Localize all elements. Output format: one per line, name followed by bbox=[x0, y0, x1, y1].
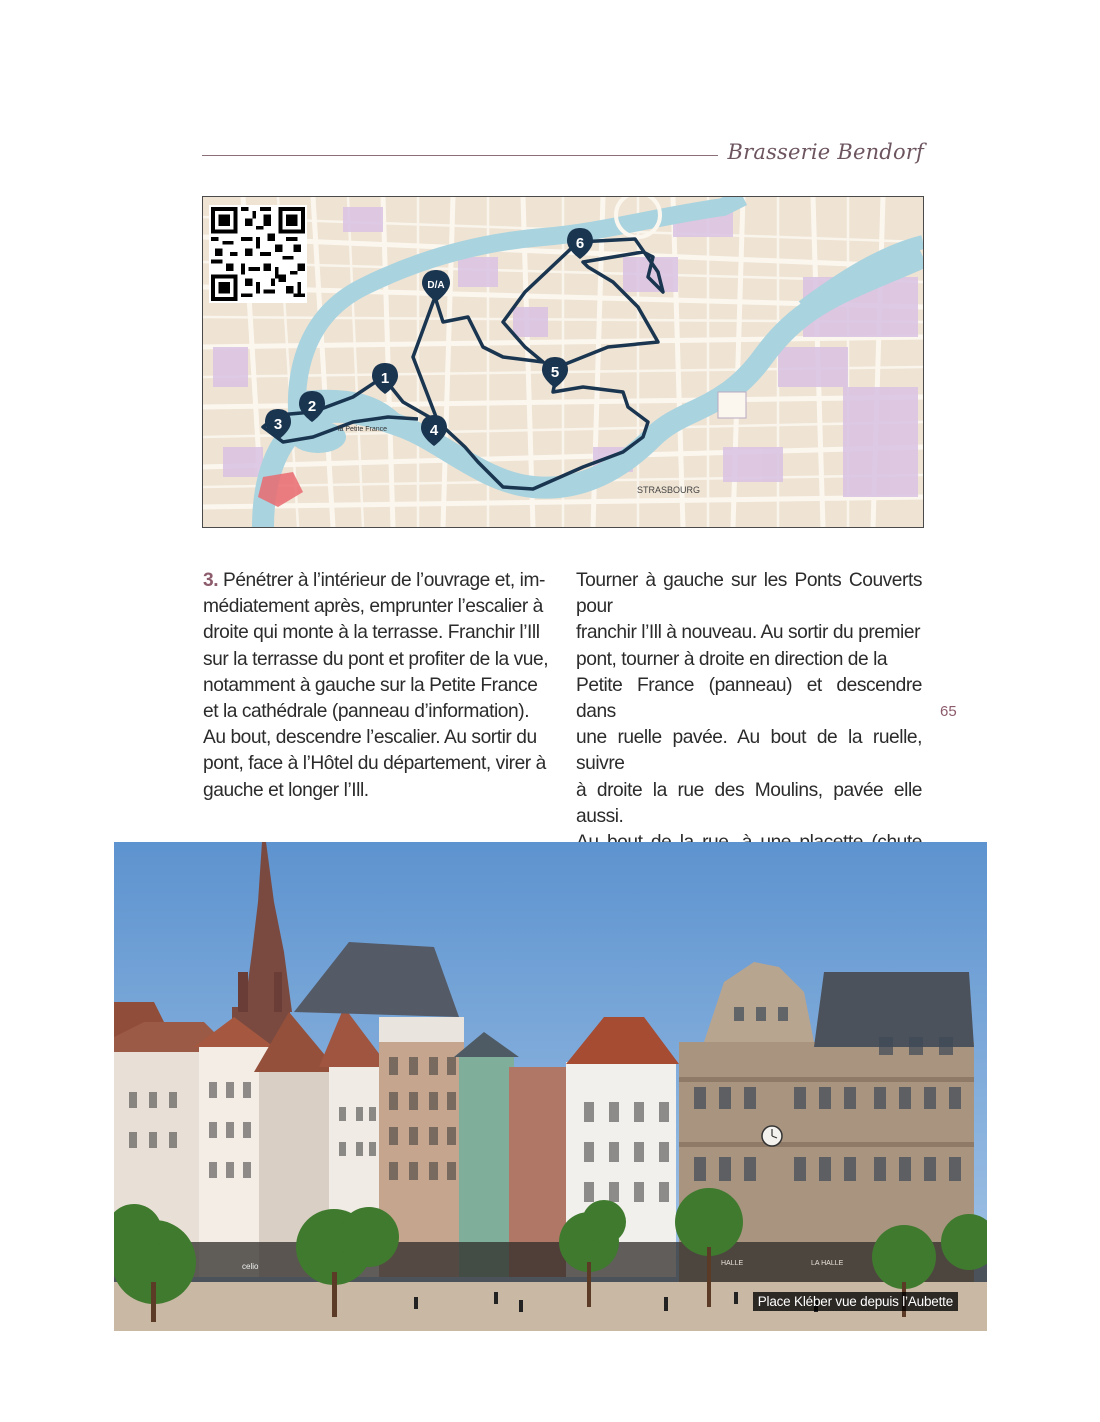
shop-sign-la-halle: LA HALLE bbox=[811, 1260, 844, 1267]
text-line: une ruelle pavée. Au bout de la ruelle, suivre bbox=[576, 727, 922, 775]
text-line: et la cathédrale (panneau d’information). bbox=[203, 701, 530, 723]
map-city-label: STRASBOURG bbox=[637, 485, 701, 495]
qr-code[interactable] bbox=[209, 205, 307, 303]
text-line: franchir l’Ill à nouveau. Au sortir du premier bbox=[576, 622, 921, 644]
qr-code-icon bbox=[211, 207, 305, 301]
text-line: 3. Pénétrer à l’intérieur de l’ouvrage et, im- bbox=[203, 570, 545, 591]
text-line: droite qui monte à la terrasse. Franchir l’Ill bbox=[203, 622, 540, 644]
text-line: Au bout, descendre l’escalier. Au sortir du bbox=[203, 727, 537, 749]
text-line: gauche et longer l’Ill. bbox=[203, 779, 369, 801]
header-rule bbox=[202, 155, 718, 156]
svg-text:5: 5 bbox=[550, 364, 560, 381]
svg-text:3: 3 bbox=[273, 416, 283, 433]
svg-text:1: 1 bbox=[380, 370, 390, 387]
shop-sign-celio: celio bbox=[242, 1262, 259, 1271]
text-line: pont, tourner à droite en direction de la bbox=[576, 648, 888, 670]
route-map bbox=[202, 196, 924, 528]
map-graphic bbox=[203, 197, 923, 527]
text-line: sur la terrasse du pont et profiter de la vue, bbox=[203, 648, 549, 670]
photo-place-kleber bbox=[114, 842, 987, 1331]
svg-text:D/A: D/A bbox=[427, 280, 445, 291]
step-number: 3. bbox=[203, 570, 219, 591]
text-line: Petite France (panneau) et descendre dans bbox=[576, 674, 922, 723]
svg-text:2: 2 bbox=[307, 398, 317, 415]
text-line: à droite la rue des Moulins, pavée elle aussi. bbox=[576, 779, 922, 827]
running-head-title: Brasserie Bendorf bbox=[727, 140, 924, 164]
text-line: médiatement après, emprunter l’escalier à bbox=[203, 596, 543, 618]
text-line: Tourner à gauche sur les Ponts Couverts pour bbox=[576, 570, 922, 618]
photo-illustration bbox=[114, 842, 987, 1331]
map-place-label: la Petite France bbox=[338, 426, 388, 433]
page-number: 65 bbox=[940, 703, 957, 720]
photo-caption: Place Kléber vue depuis l’Aubette bbox=[753, 1292, 958, 1311]
shop-sign-halle: HALLE bbox=[721, 1260, 744, 1267]
svg-text:4: 4 bbox=[429, 422, 439, 439]
text-line: pont, face à l’Hôtel du département, virer à bbox=[203, 753, 546, 775]
text-line: notamment à gauche sur la Petite France bbox=[203, 674, 538, 696]
left-column-text bbox=[203, 568, 549, 804]
svg-text:6: 6 bbox=[575, 235, 585, 252]
